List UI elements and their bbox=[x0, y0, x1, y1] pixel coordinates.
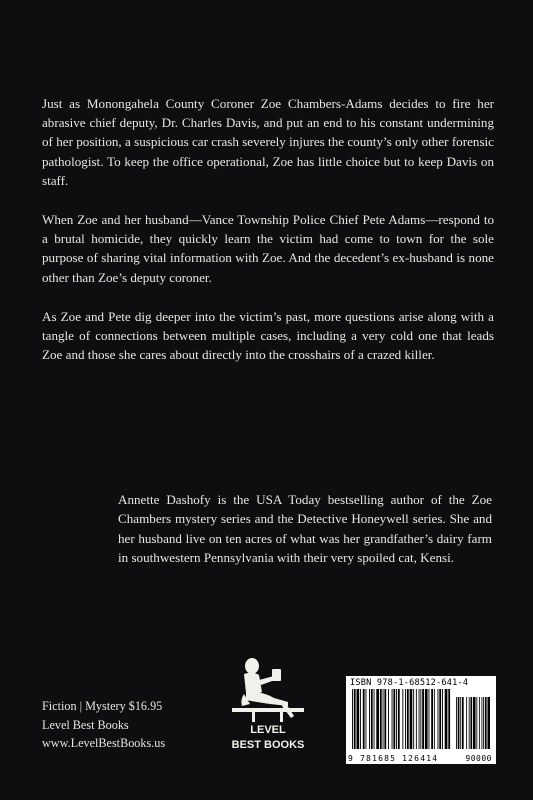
barcode-digits-row bbox=[348, 754, 492, 763]
barcode-bars bbox=[350, 689, 492, 749]
blurb-paragraph-3: As Zoe and Pete dig deeper into the victim’s past, more questions arise along with a tangle of connections between multiple cases, including a very cold one that leads Zoe and those she cares about directly into the crosshairs of a crazed killer. bbox=[42, 308, 494, 363]
isbn-number: ISBN 978-1-68512-641-4 bbox=[350, 678, 469, 688]
publisher-name: Level Best Books bbox=[42, 717, 129, 732]
publisher-logo-icon bbox=[222, 656, 314, 756]
barcode-addon: 90000 bbox=[465, 754, 492, 763]
publisher-website[interactable]: www.LevelBestBooks.us bbox=[42, 736, 166, 751]
logo-line-2: BEST BOOKS bbox=[231, 739, 305, 751]
author-bio: Annette Dashofy is the USA Today bestselling author of the Zoe Chambers mystery series and the Detective Honeywell series. She and her husband live on ten acres of what was her grandfather’s dairy farm in southwestern Pennsylvania with their very spoiled cat, Kensi. bbox=[118, 492, 492, 566]
isbn-barcode bbox=[346, 676, 496, 764]
genre-price: Fiction | Mystery $16.95 bbox=[42, 699, 163, 713]
logo-line-1: LEVEL bbox=[250, 724, 286, 736]
blurb-paragraph-1: Just as Monongahela County Coroner Zoe Chambers-Adams decides to fire her abrasive chief deputy, Dr. Charles Davis, and put an end to his constant undermining of her position, a suspicious car crash severely injures the county’s only other forensic pathologist. To keep the office operational, Zoe has little choice but to keep Davis on staff. bbox=[42, 96, 494, 188]
publisher-info bbox=[42, 697, 222, 753]
book-blurb bbox=[42, 94, 494, 384]
isbn-label bbox=[350, 678, 492, 688]
barcode-digits: 9 781685 126414 bbox=[348, 754, 439, 763]
blurb-paragraph-2: When Zoe and her husband—Vance Township Police Chief Pete Adams—respond to a brutal homicide, they quickly learn the victim had come to town for the sole purpose of sharing vital information with Zoe. And the decedent’s ex-husband is none other than Zoe’s deputy coroner. bbox=[42, 212, 494, 285]
